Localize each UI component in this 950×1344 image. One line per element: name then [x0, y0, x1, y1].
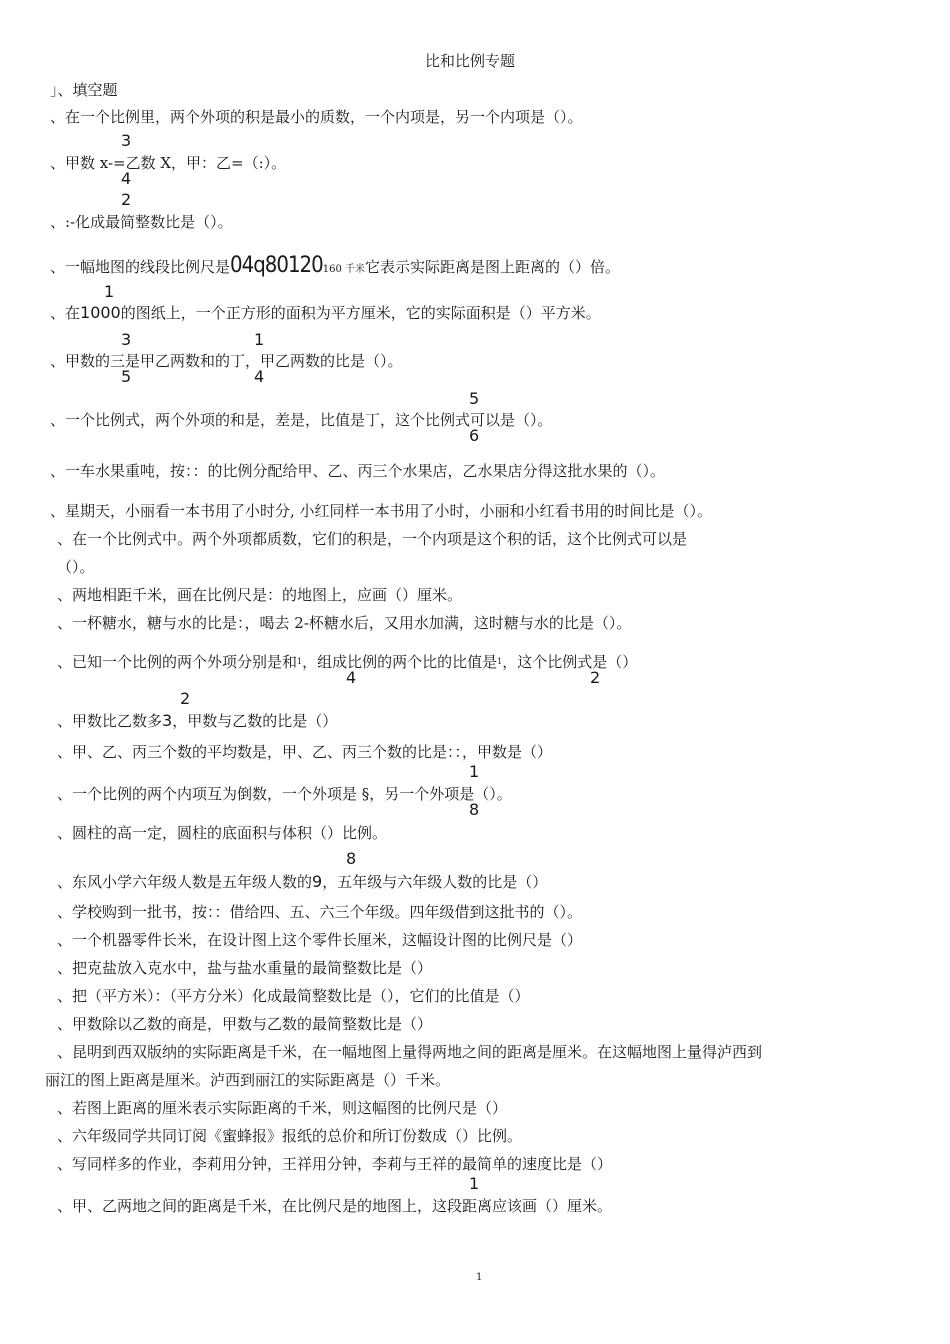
question-1: 、在一个比例里，两个外项的积是最小的质数，一个内项是，另一个内项是（）。 [50, 108, 583, 126]
question-19: 、学校购到一批书，按：：借给四、五、六三个年级。四年级借到这批书的（）。 [57, 903, 583, 921]
question-6-numerator-2: 1 [254, 330, 265, 349]
question-15: 、甲、乙、丙三个数的平均数是，甲、乙、丙三个数的比是：：，甲数是（） [57, 743, 553, 761]
scale-bar-figure: 04q80120 [230, 253, 323, 278]
question-11: 、两地相距千米，画在比例尺是：的地图上，应画（）厘米。 [57, 586, 463, 604]
question-6-numerator-1: 3 [121, 330, 132, 349]
question-5-text-b: 的图纸上，一个正方形的面积为平方厘米，它的实际面积是（）平方米。 [120, 304, 601, 322]
question-13-denominator-2: 2 [590, 668, 601, 687]
page-title: 比和比例专题 [425, 52, 516, 70]
question-26: 、六年级同学共同订阅《蜜蜂报》报纸的总价和所订份数成（）比例。 [57, 1127, 523, 1145]
question-16-denominator: 8 [469, 800, 480, 819]
question-9: 、星期天，小丽看一本书用了小时分, 小红同样一本书用了小时，小丽和小红看书用的时间比是（）。 [50, 502, 713, 520]
question-14-numerator: 2 [180, 689, 191, 708]
question-14 [57, 711, 337, 731]
question-3-numerator: 2 [121, 190, 132, 209]
scale-bar-label: 160 千米 [322, 264, 365, 275]
question-21: 、把克盐放入克水中，盐与盐水重量的最简整数比是（） [57, 959, 433, 977]
question-14-text-a: 、甲数比乙数多 [57, 712, 163, 730]
question-18-number: 9 [312, 872, 323, 891]
question-4-text-b: 它表示实际距离是图上距离的（）倍。 [364, 258, 620, 276]
question-16: 、一个比例的两个内项互为倒数，一个外项是 §，另一个外项是（）。 [57, 785, 512, 803]
question-17: 、圆柱的高一定，圆柱的底面积与体积（）比例。 [57, 824, 388, 842]
question-13-superscript-2: 1 [497, 657, 503, 666]
question-2: 、甲数 x-=乙数 X，甲：乙=（:）。 [50, 154, 287, 172]
question-2-denominator: 4 [121, 169, 132, 188]
question-18 [57, 872, 547, 892]
question-13-text-a: 、已知一个比例的两个外项分别是和 [57, 653, 298, 671]
question-12: 、一杯糖水，糖与水的比是：，喝去 2-杯糖水后，又用水加满，这时糖与水的比是（）。 [57, 614, 632, 632]
question-18-text-b: ，五年级与六年级人数的比是（） [322, 873, 548, 891]
question-2-numerator: 3 [121, 131, 132, 150]
question-25: 、若图上距离的厘米表示实际距离的千米，则这幅图的比例尺是（） [57, 1099, 508, 1117]
question-7-denominator: 6 [469, 426, 480, 445]
question-5-text-a: 、在 [50, 304, 81, 322]
question-18-text-a: 、东风小学六年级人数是五年级人数的 [57, 873, 313, 891]
question-28: 、甲、乙两地之间的距离是千米，在比例尺是的地图上，这段距离应该画（）厘米。 [57, 1197, 613, 1215]
question-10: 、在一个比例式中。两个外项都质数，它们的积是，一个内项是这个积的话，这个比例式可以是 [57, 530, 688, 548]
question-10-continued: （）。 [57, 558, 95, 576]
question-6: 、甲数的三是甲乙两数和的丁，甲乙两数的比是（）。 [50, 352, 403, 370]
question-3: 、:-化成最简整数比是（）。 [50, 213, 233, 231]
question-22: 、把（平方米）：（平方分米）化成最简整数比是（），它们的比值是（） [57, 987, 530, 1005]
question-8: 、一车水果重吨，按：：的比例分配给甲、乙、丙三个水果店，乙水果店分得这批水果的（）。 [50, 462, 666, 480]
question-5-number: 1000 [80, 303, 121, 322]
question-4-text-a: 、一幅地图的线段比例尺是 [50, 258, 231, 276]
question-6-denominator-2: 4 [254, 367, 265, 386]
question-13-superscript-1: 1 [297, 657, 303, 666]
question-24-continued: 丽江的图上距离是厘米。泸西到丽江的实际距离是（）千米。 [45, 1071, 451, 1089]
question-20: 、一个机器零件长米，在设计图上这个零件长厘米，这幅设计图的比例尺是（） [57, 931, 583, 949]
page-number: 1 [476, 1272, 483, 1283]
question-28-numerator: 1 [469, 1174, 480, 1193]
question-5 [50, 303, 601, 323]
question-14-number: 3 [162, 711, 173, 730]
question-23: 、甲数除以乙数的商是，甲数与乙数的最简整数比是（） [57, 1015, 433, 1033]
question-13-text-b: ，组成比例的两个比的比值是 [302, 653, 498, 671]
question-4 [50, 253, 620, 280]
question-13-text-c: ，这个比例式是（） [502, 653, 638, 671]
question-6-denominator-1: 5 [121, 367, 132, 386]
question-13-denominator-1: 4 [346, 668, 357, 687]
question-18-numerator: 8 [346, 849, 357, 868]
question-27: 、写同样多的作业，李莉用分钟，王祥用分钟，李莉与王祥的最简单的速度比是（） [57, 1155, 613, 1173]
question-14-text-b: ，甲数与乙数的比是（） [172, 712, 338, 730]
question-7-numerator: 5 [469, 389, 480, 408]
question-24: 、昆明到西双版纳的实际距离是千米，在一幅地图上量得两地之间的距离是厘米。在这幅地图上量得泸西到 [57, 1043, 763, 1061]
question-16-numerator: 1 [469, 762, 480, 781]
question-7: 、一个比例式，两个外项的和是，差是，比值是丁，这个比例式可以是（）。 [50, 411, 553, 429]
section-heading: 」、填空题 [50, 81, 118, 99]
question-5-numerator: 1 [104, 282, 115, 301]
